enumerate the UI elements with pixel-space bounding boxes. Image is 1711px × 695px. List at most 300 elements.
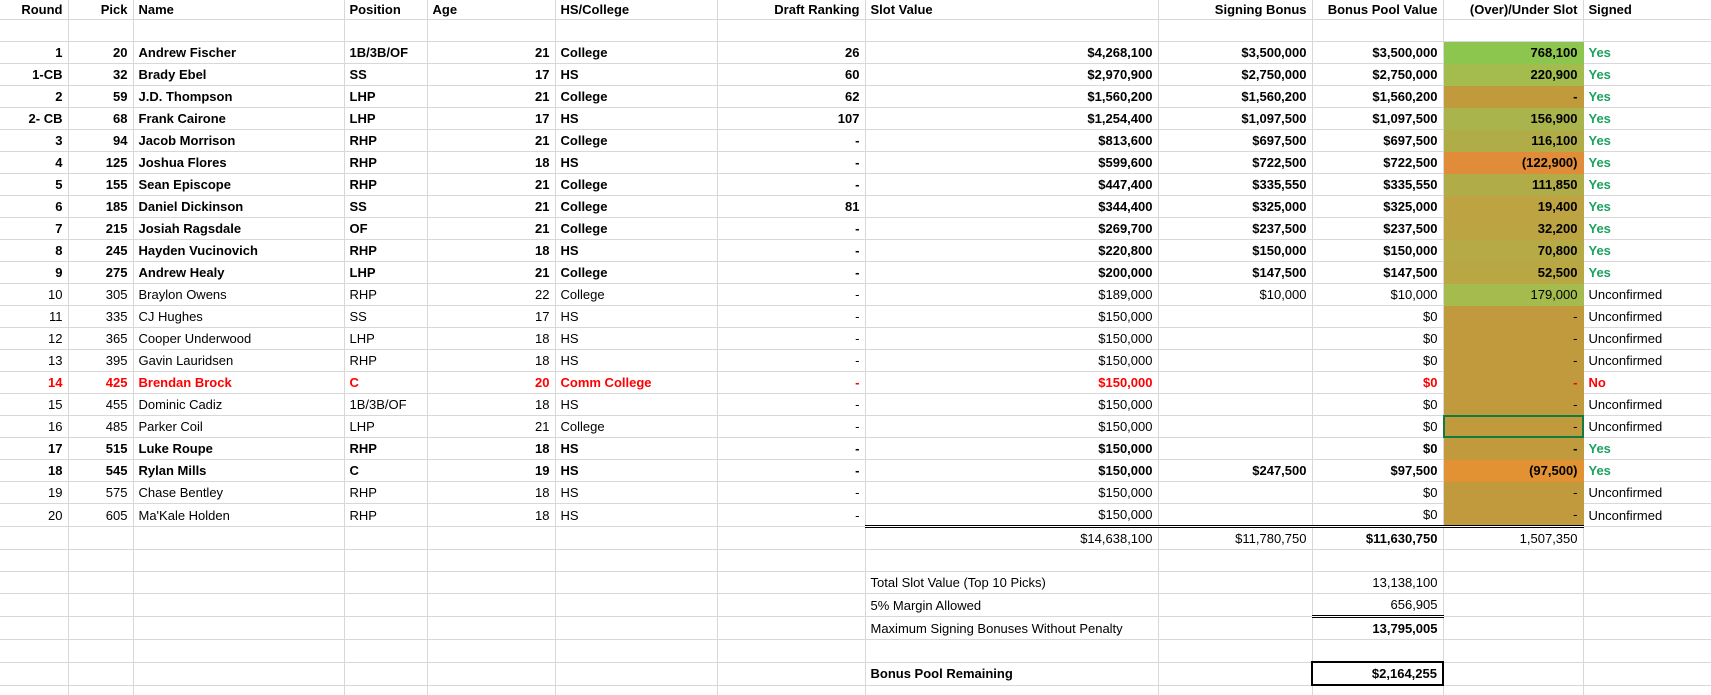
cell-round-row10[interactable]: 8 (0, 240, 68, 262)
blank-top-signed[interactable] (1583, 20, 1711, 42)
cell-round-row11[interactable]: 9 (0, 262, 68, 284)
total-school[interactable] (555, 527, 717, 550)
cell-pool-row8[interactable]: $325,000 (1312, 196, 1443, 218)
total-over[interactable]: 1,507,350 (1443, 527, 1583, 550)
summary-empty-2-pick[interactable] (68, 617, 133, 640)
cell-round-row14[interactable]: 12 (0, 328, 68, 350)
cell-over-row22[interactable]: - (1443, 504, 1583, 527)
cell-pool-row20[interactable]: $97,500 (1312, 460, 1443, 482)
cell-pool-row2[interactable]: $2,750,000 (1312, 64, 1443, 86)
cell-signed-row12[interactable]: Unconfirmed (1583, 284, 1711, 306)
cell-age-row5[interactable]: 21 (427, 130, 555, 152)
summary-empty-1-position[interactable] (344, 594, 427, 617)
blank-top-age[interactable] (427, 20, 555, 42)
cell-slot-row2[interactable]: $2,970,900 (865, 64, 1158, 86)
cell-name-row20[interactable]: Rylan Mills (133, 460, 344, 482)
cell-slot-row6[interactable]: $599,600 (865, 152, 1158, 174)
cell-round-row18[interactable]: 16 (0, 416, 68, 438)
summary-label-1[interactable]: 5% Margin Allowed (865, 594, 1158, 617)
cell-round-row20[interactable]: 18 (0, 460, 68, 482)
cell-name-row15[interactable]: Gavin Lauridsen (133, 350, 344, 372)
blank-mid-school[interactable] (555, 550, 717, 572)
column-header-position[interactable]: Position (344, 0, 427, 20)
filler-name[interactable] (133, 685, 344, 695)
cell-signed-row13[interactable]: Unconfirmed (1583, 306, 1711, 328)
cell-over-row21[interactable]: - (1443, 482, 1583, 504)
cell-bonus-row17[interactable] (1158, 394, 1312, 416)
cell-signed-row7[interactable]: Yes (1583, 174, 1711, 196)
cell-bonus-row20[interactable]: $247,500 (1158, 460, 1312, 482)
cell-pick-row10[interactable]: 245 (68, 240, 133, 262)
cell-age-row14[interactable]: 18 (427, 328, 555, 350)
cell-pick-row13[interactable]: 335 (68, 306, 133, 328)
cell-bonus-row11[interactable]: $147,500 (1158, 262, 1312, 284)
cell-signed-row11[interactable]: Yes (1583, 262, 1711, 284)
cell-age-row6[interactable]: 18 (427, 152, 555, 174)
cell-pool-row15[interactable]: $0 (1312, 350, 1443, 372)
cell-over-row16[interactable]: - (1443, 372, 1583, 394)
cell-signed-row3[interactable]: Yes (1583, 86, 1711, 108)
cell-slot-row12[interactable]: $189,000 (865, 284, 1158, 306)
cell-rank-row11[interactable]: - (717, 262, 865, 284)
blank-mid-rank[interactable] (717, 550, 865, 572)
blank-top-round[interactable] (0, 20, 68, 42)
cell-signed-row18[interactable]: Unconfirmed (1583, 416, 1711, 438)
cell-pool-row9[interactable]: $237,500 (1312, 218, 1443, 240)
filler-pick[interactable] (68, 685, 133, 695)
cell-slot-row11[interactable]: $200,000 (865, 262, 1158, 284)
cell-pool-row5[interactable]: $697,500 (1312, 130, 1443, 152)
blank-top-position[interactable] (344, 20, 427, 42)
cell-school-row2[interactable]: HS (555, 64, 717, 86)
blank-top-pick[interactable] (68, 20, 133, 42)
filler-bonus[interactable] (1158, 685, 1312, 695)
cell-round-row6[interactable]: 4 (0, 152, 68, 174)
cell-name-row22[interactable]: Ma'Kale Holden (133, 504, 344, 527)
cell-age-row21[interactable]: 18 (427, 482, 555, 504)
cell-bonus-row8[interactable]: $325,000 (1158, 196, 1312, 218)
column-header-over[interactable]: (Over)/Under Slot (1443, 0, 1583, 20)
summary-empty-0-age[interactable] (427, 572, 555, 594)
cell-age-row8[interactable]: 21 (427, 196, 555, 218)
cell-school-row12[interactable]: College (555, 284, 717, 306)
cell-name-row12[interactable]: Braylon Owens (133, 284, 344, 306)
cell-bonus-row19[interactable] (1158, 438, 1312, 460)
cell-age-row15[interactable]: 18 (427, 350, 555, 372)
cell-school-row13[interactable]: HS (555, 306, 717, 328)
cell-round-row8[interactable]: 6 (0, 196, 68, 218)
summary-empty-4-pick[interactable] (68, 662, 133, 685)
cell-name-row14[interactable]: Cooper Underwood (133, 328, 344, 350)
column-header-age[interactable]: Age (427, 0, 555, 20)
blank-summary-school[interactable] (555, 640, 717, 663)
cell-round-row12[interactable]: 10 (0, 284, 68, 306)
cell-over-row11[interactable]: 52,500 (1443, 262, 1583, 284)
cell-rank-row20[interactable]: - (717, 460, 865, 482)
blank-mid-pool[interactable] (1312, 550, 1443, 572)
cell-age-row1[interactable]: 21 (427, 42, 555, 64)
cell-position-row14[interactable]: LHP (344, 328, 427, 350)
cell-school-row11[interactable]: College (555, 262, 717, 284)
cell-pool-row12[interactable]: $10,000 (1312, 284, 1443, 306)
cell-bonus-row21[interactable] (1158, 482, 1312, 504)
cell-age-row3[interactable]: 21 (427, 86, 555, 108)
summary-label-4[interactable]: Bonus Pool Remaining (865, 662, 1158, 685)
blank-top-rank[interactable] (717, 20, 865, 42)
cell-pick-row6[interactable]: 125 (68, 152, 133, 174)
summary-value-1[interactable]: 656,905 (1312, 594, 1443, 617)
cell-pick-row21[interactable]: 575 (68, 482, 133, 504)
cell-bonus-row9[interactable]: $237,500 (1158, 218, 1312, 240)
cell-school-row7[interactable]: College (555, 174, 717, 196)
cell-pool-row14[interactable]: $0 (1312, 328, 1443, 350)
cell-school-row6[interactable]: HS (555, 152, 717, 174)
total-slot[interactable]: $14,638,100 (865, 527, 1158, 550)
cell-pool-row1[interactable]: $3,500,000 (1312, 42, 1443, 64)
cell-school-row3[interactable]: College (555, 86, 717, 108)
cell-age-row9[interactable]: 21 (427, 218, 555, 240)
cell-pool-row10[interactable]: $150,000 (1312, 240, 1443, 262)
cell-name-row21[interactable]: Chase Bentley (133, 482, 344, 504)
cell-bonus-row22[interactable] (1158, 504, 1312, 527)
total-pick[interactable] (68, 527, 133, 550)
cell-pick-row12[interactable]: 305 (68, 284, 133, 306)
summary-value-4[interactable]: $2,164,255 (1312, 662, 1443, 685)
column-header-rank[interactable]: Draft Ranking (717, 0, 865, 20)
cell-slot-row22[interactable]: $150,000 (865, 504, 1158, 527)
cell-pool-row17[interactable]: $0 (1312, 394, 1443, 416)
cell-age-row16[interactable]: 20 (427, 372, 555, 394)
cell-bonus-row12[interactable]: $10,000 (1158, 284, 1312, 306)
cell-position-row7[interactable]: RHP (344, 174, 427, 196)
total-pool[interactable]: $11,630,750 (1312, 527, 1443, 550)
cell-name-row19[interactable]: Luke Roupe (133, 438, 344, 460)
cell-school-row5[interactable]: College (555, 130, 717, 152)
cell-school-row8[interactable]: College (555, 196, 717, 218)
summary-empty-1-age[interactable] (427, 594, 555, 617)
blank-top-name[interactable] (133, 20, 344, 42)
column-header-round[interactable]: Round (0, 0, 68, 20)
cell-position-row12[interactable]: RHP (344, 284, 427, 306)
blank-summary-signed[interactable] (1583, 640, 1711, 663)
cell-pick-row16[interactable]: 425 (68, 372, 133, 394)
cell-round-row4[interactable]: 2- CB (0, 108, 68, 130)
cell-round-row15[interactable]: 13 (0, 350, 68, 372)
cell-over-row6[interactable]: (122,900) (1443, 152, 1583, 174)
cell-name-row13[interactable]: CJ Hughes (133, 306, 344, 328)
cell-position-row2[interactable]: SS (344, 64, 427, 86)
cell-rank-row10[interactable]: - (717, 240, 865, 262)
cell-age-row19[interactable]: 18 (427, 438, 555, 460)
total-position[interactable] (344, 527, 427, 550)
filler-over[interactable] (1443, 685, 1583, 695)
summary-label-0[interactable]: Total Slot Value (Top 10 Picks) (865, 572, 1158, 594)
cell-rank-row5[interactable]: - (717, 130, 865, 152)
cell-over-row3[interactable]: - (1443, 86, 1583, 108)
cell-rank-row9[interactable]: - (717, 218, 865, 240)
cell-position-row19[interactable]: RHP (344, 438, 427, 460)
cell-position-row6[interactable]: RHP (344, 152, 427, 174)
cell-school-row20[interactable]: HS (555, 460, 717, 482)
blank-mid-bonus[interactable] (1158, 550, 1312, 572)
summary-empty-1-name[interactable] (133, 594, 344, 617)
cell-slot-row16[interactable]: $150,000 (865, 372, 1158, 394)
blank-summary-over[interactable] (1443, 640, 1583, 663)
cell-pick-row22[interactable]: 605 (68, 504, 133, 527)
total-age[interactable] (427, 527, 555, 550)
cell-pool-row19[interactable]: $0 (1312, 438, 1443, 460)
cell-round-row2[interactable]: 1-CB (0, 64, 68, 86)
cell-over-row8[interactable]: 19,400 (1443, 196, 1583, 218)
cell-over-row10[interactable]: 70,800 (1443, 240, 1583, 262)
cell-slot-row14[interactable]: $150,000 (865, 328, 1158, 350)
cell-pick-row20[interactable]: 545 (68, 460, 133, 482)
cell-slot-row1[interactable]: $4,268,100 (865, 42, 1158, 64)
cell-bonus-row3[interactable]: $1,560,200 (1158, 86, 1312, 108)
blank-mid-pick[interactable] (68, 550, 133, 572)
cell-name-row5[interactable]: Jacob Morrison (133, 130, 344, 152)
blank-summary-name[interactable] (133, 640, 344, 663)
cell-round-row13[interactable]: 11 (0, 306, 68, 328)
filler-pool[interactable] (1312, 685, 1443, 695)
cell-round-row19[interactable]: 17 (0, 438, 68, 460)
blank-mid-round[interactable] (0, 550, 68, 572)
cell-round-row1[interactable]: 1 (0, 42, 68, 64)
cell-bonus-row2[interactable]: $2,750,000 (1158, 64, 1312, 86)
cell-name-row9[interactable]: Josiah Ragsdale (133, 218, 344, 240)
summary-empty-0-over[interactable] (1443, 572, 1583, 594)
cell-pick-row18[interactable]: 485 (68, 416, 133, 438)
cell-rank-row22[interactable]: - (717, 504, 865, 527)
summary-empty-0-rank[interactable] (717, 572, 865, 594)
cell-name-row3[interactable]: J.D. Thompson (133, 86, 344, 108)
summary-empty-0-position[interactable] (344, 572, 427, 594)
cell-rank-row13[interactable]: - (717, 306, 865, 328)
cell-signed-row5[interactable]: Yes (1583, 130, 1711, 152)
cell-pick-row11[interactable]: 275 (68, 262, 133, 284)
cell-bonus-row6[interactable]: $722,500 (1158, 152, 1312, 174)
cell-over-row15[interactable]: - (1443, 350, 1583, 372)
cell-over-row1[interactable]: 768,100 (1443, 42, 1583, 64)
cell-pick-row5[interactable]: 94 (68, 130, 133, 152)
cell-school-row9[interactable]: College (555, 218, 717, 240)
cell-rank-row16[interactable]: - (717, 372, 865, 394)
column-header-pool[interactable]: Bonus Pool Value (1312, 0, 1443, 20)
cell-position-row18[interactable]: LHP (344, 416, 427, 438)
cell-signed-row19[interactable]: Yes (1583, 438, 1711, 460)
cell-pick-row8[interactable]: 185 (68, 196, 133, 218)
cell-slot-row7[interactable]: $447,400 (865, 174, 1158, 196)
cell-pick-row4[interactable]: 68 (68, 108, 133, 130)
cell-bonus-row13[interactable] (1158, 306, 1312, 328)
cell-pool-row3[interactable]: $1,560,200 (1312, 86, 1443, 108)
cell-signed-row21[interactable]: Unconfirmed (1583, 482, 1711, 504)
cell-slot-row18[interactable]: $150,000 (865, 416, 1158, 438)
cell-pick-row2[interactable]: 32 (68, 64, 133, 86)
cell-slot-row5[interactable]: $813,600 (865, 130, 1158, 152)
cell-school-row14[interactable]: HS (555, 328, 717, 350)
filler-rank[interactable] (717, 685, 865, 695)
cell-pool-row13[interactable]: $0 (1312, 306, 1443, 328)
blank-mid-over[interactable] (1443, 550, 1583, 572)
summary-empty-4-rank[interactable] (717, 662, 865, 685)
cell-signed-row4[interactable]: Yes (1583, 108, 1711, 130)
cell-pool-row7[interactable]: $335,550 (1312, 174, 1443, 196)
cell-rank-row7[interactable]: - (717, 174, 865, 196)
cell-bonus-row15[interactable] (1158, 350, 1312, 372)
summary-label-2[interactable]: Maximum Signing Bonuses Without Penalty (865, 617, 1158, 640)
summary-empty-1-bonus[interactable] (1158, 594, 1312, 617)
column-header-school[interactable]: HS/College (555, 0, 717, 20)
cell-name-row2[interactable]: Brady Ebel (133, 64, 344, 86)
cell-position-row10[interactable]: RHP (344, 240, 427, 262)
summary-empty-1-round[interactable] (0, 594, 68, 617)
cell-pool-row4[interactable]: $1,097,500 (1312, 108, 1443, 130)
summary-empty-2-position[interactable] (344, 617, 427, 640)
cell-pick-row7[interactable]: 155 (68, 174, 133, 196)
cell-bonus-row1[interactable]: $3,500,000 (1158, 42, 1312, 64)
summary-empty-1-rank[interactable] (717, 594, 865, 617)
cell-position-row16[interactable]: C (344, 372, 427, 394)
cell-school-row15[interactable]: HS (555, 350, 717, 372)
cell-age-row13[interactable]: 17 (427, 306, 555, 328)
cell-round-row3[interactable]: 2 (0, 86, 68, 108)
blank-mid-slot[interactable] (865, 550, 1158, 572)
cell-school-row19[interactable]: HS (555, 438, 717, 460)
summary-empty-4-over[interactable] (1443, 662, 1583, 685)
summary-empty-1-signed[interactable] (1583, 594, 1711, 617)
summary-empty-2-round[interactable] (0, 617, 68, 640)
total-name[interactable] (133, 527, 344, 550)
cell-over-row12[interactable]: 179,000 (1443, 284, 1583, 306)
blank-mid-signed[interactable] (1583, 550, 1711, 572)
column-header-bonus[interactable]: Signing Bonus (1158, 0, 1312, 20)
summary-value-2[interactable]: 13,795,005 (1312, 617, 1443, 640)
cell-over-row17[interactable]: - (1443, 394, 1583, 416)
cell-pool-row21[interactable]: $0 (1312, 482, 1443, 504)
cell-bonus-row14[interactable] (1158, 328, 1312, 350)
column-header-name[interactable]: Name (133, 0, 344, 20)
summary-empty-1-over[interactable] (1443, 594, 1583, 617)
cell-school-row16[interactable]: Comm College (555, 372, 717, 394)
cell-bonus-row10[interactable]: $150,000 (1158, 240, 1312, 262)
filler-round[interactable] (0, 685, 68, 695)
summary-empty-2-age[interactable] (427, 617, 555, 640)
cell-round-row17[interactable]: 15 (0, 394, 68, 416)
summary-empty-4-name[interactable] (133, 662, 344, 685)
blank-summary-pool[interactable] (1312, 640, 1443, 663)
cell-name-row17[interactable]: Dominic Cadiz (133, 394, 344, 416)
cell-slot-row9[interactable]: $269,700 (865, 218, 1158, 240)
cell-age-row18[interactable]: 21 (427, 416, 555, 438)
filler-age[interactable] (427, 685, 555, 695)
cell-rank-row6[interactable]: - (717, 152, 865, 174)
blank-summary-pick[interactable] (68, 640, 133, 663)
cell-rank-row21[interactable]: - (717, 482, 865, 504)
filler-school[interactable] (555, 685, 717, 695)
cell-pick-row14[interactable]: 365 (68, 328, 133, 350)
blank-summary-position[interactable] (344, 640, 427, 663)
cell-school-row4[interactable]: HS (555, 108, 717, 130)
cell-pick-row1[interactable]: 20 (68, 42, 133, 64)
blank-summary-bonus[interactable] (1158, 640, 1312, 663)
cell-position-row20[interactable]: C (344, 460, 427, 482)
cell-name-row10[interactable]: Hayden Vucinovich (133, 240, 344, 262)
cell-rank-row3[interactable]: 62 (717, 86, 865, 108)
cell-signed-row6[interactable]: Yes (1583, 152, 1711, 174)
blank-top-over[interactable] (1443, 20, 1583, 42)
cell-signed-row1[interactable]: Yes (1583, 42, 1711, 64)
summary-empty-0-round[interactable] (0, 572, 68, 594)
cell-rank-row1[interactable]: 26 (717, 42, 865, 64)
cell-slot-row20[interactable]: $150,000 (865, 460, 1158, 482)
cell-pick-row9[interactable]: 215 (68, 218, 133, 240)
cell-rank-row17[interactable]: - (717, 394, 865, 416)
cell-signed-row16[interactable]: No (1583, 372, 1711, 394)
blank-top-school[interactable] (555, 20, 717, 42)
cell-position-row21[interactable]: RHP (344, 482, 427, 504)
blank-top-pool[interactable] (1312, 20, 1443, 42)
summary-empty-2-rank[interactable] (717, 617, 865, 640)
cell-rank-row12[interactable]: - (717, 284, 865, 306)
cell-over-row18[interactable]: - (1443, 416, 1583, 438)
summary-empty-1-pick[interactable] (68, 594, 133, 617)
cell-bonus-row5[interactable]: $697,500 (1158, 130, 1312, 152)
cell-rank-row4[interactable]: 107 (717, 108, 865, 130)
summary-empty-0-name[interactable] (133, 572, 344, 594)
cell-slot-row8[interactable]: $344,400 (865, 196, 1158, 218)
cell-over-row9[interactable]: 32,200 (1443, 218, 1583, 240)
cell-school-row18[interactable]: College (555, 416, 717, 438)
cell-slot-row17[interactable]: $150,000 (865, 394, 1158, 416)
cell-slot-row10[interactable]: $220,800 (865, 240, 1158, 262)
cell-rank-row19[interactable]: - (717, 438, 865, 460)
cell-pool-row6[interactable]: $722,500 (1312, 152, 1443, 174)
cell-slot-row13[interactable]: $150,000 (865, 306, 1158, 328)
summary-value-0[interactable]: 13,138,100 (1312, 572, 1443, 594)
summary-empty-0-pick[interactable] (68, 572, 133, 594)
cell-position-row1[interactable]: 1B/3B/OF (344, 42, 427, 64)
column-header-slot[interactable]: Slot Value (865, 0, 1158, 20)
summary-empty-4-school[interactable] (555, 662, 717, 685)
cell-pick-row17[interactable]: 455 (68, 394, 133, 416)
blank-mid-position[interactable] (344, 550, 427, 572)
cell-rank-row15[interactable]: - (717, 350, 865, 372)
cell-pool-row18[interactable]: $0 (1312, 416, 1443, 438)
cell-age-row17[interactable]: 18 (427, 394, 555, 416)
cell-bonus-row7[interactable]: $335,550 (1158, 174, 1312, 196)
total-bonus[interactable]: $11,780,750 (1158, 527, 1312, 550)
cell-bonus-row18[interactable] (1158, 416, 1312, 438)
cell-position-row9[interactable]: OF (344, 218, 427, 240)
summary-empty-4-age[interactable] (427, 662, 555, 685)
column-header-pick[interactable]: Pick (68, 0, 133, 20)
summary-empty-2-school[interactable] (555, 617, 717, 640)
filler-position[interactable] (344, 685, 427, 695)
summary-empty-0-signed[interactable] (1583, 572, 1711, 594)
blank-summary-age[interactable] (427, 640, 555, 663)
cell-age-row7[interactable]: 21 (427, 174, 555, 196)
cell-over-row5[interactable]: 116,100 (1443, 130, 1583, 152)
summary-empty-2-signed[interactable] (1583, 617, 1711, 640)
cell-school-row17[interactable]: HS (555, 394, 717, 416)
cell-school-row22[interactable]: HS (555, 504, 717, 527)
blank-top-bonus[interactable] (1158, 20, 1312, 42)
cell-age-row2[interactable]: 17 (427, 64, 555, 86)
blank-summary-round[interactable] (0, 640, 68, 663)
cell-name-row7[interactable]: Sean Episcope (133, 174, 344, 196)
cell-signed-row8[interactable]: Yes (1583, 196, 1711, 218)
